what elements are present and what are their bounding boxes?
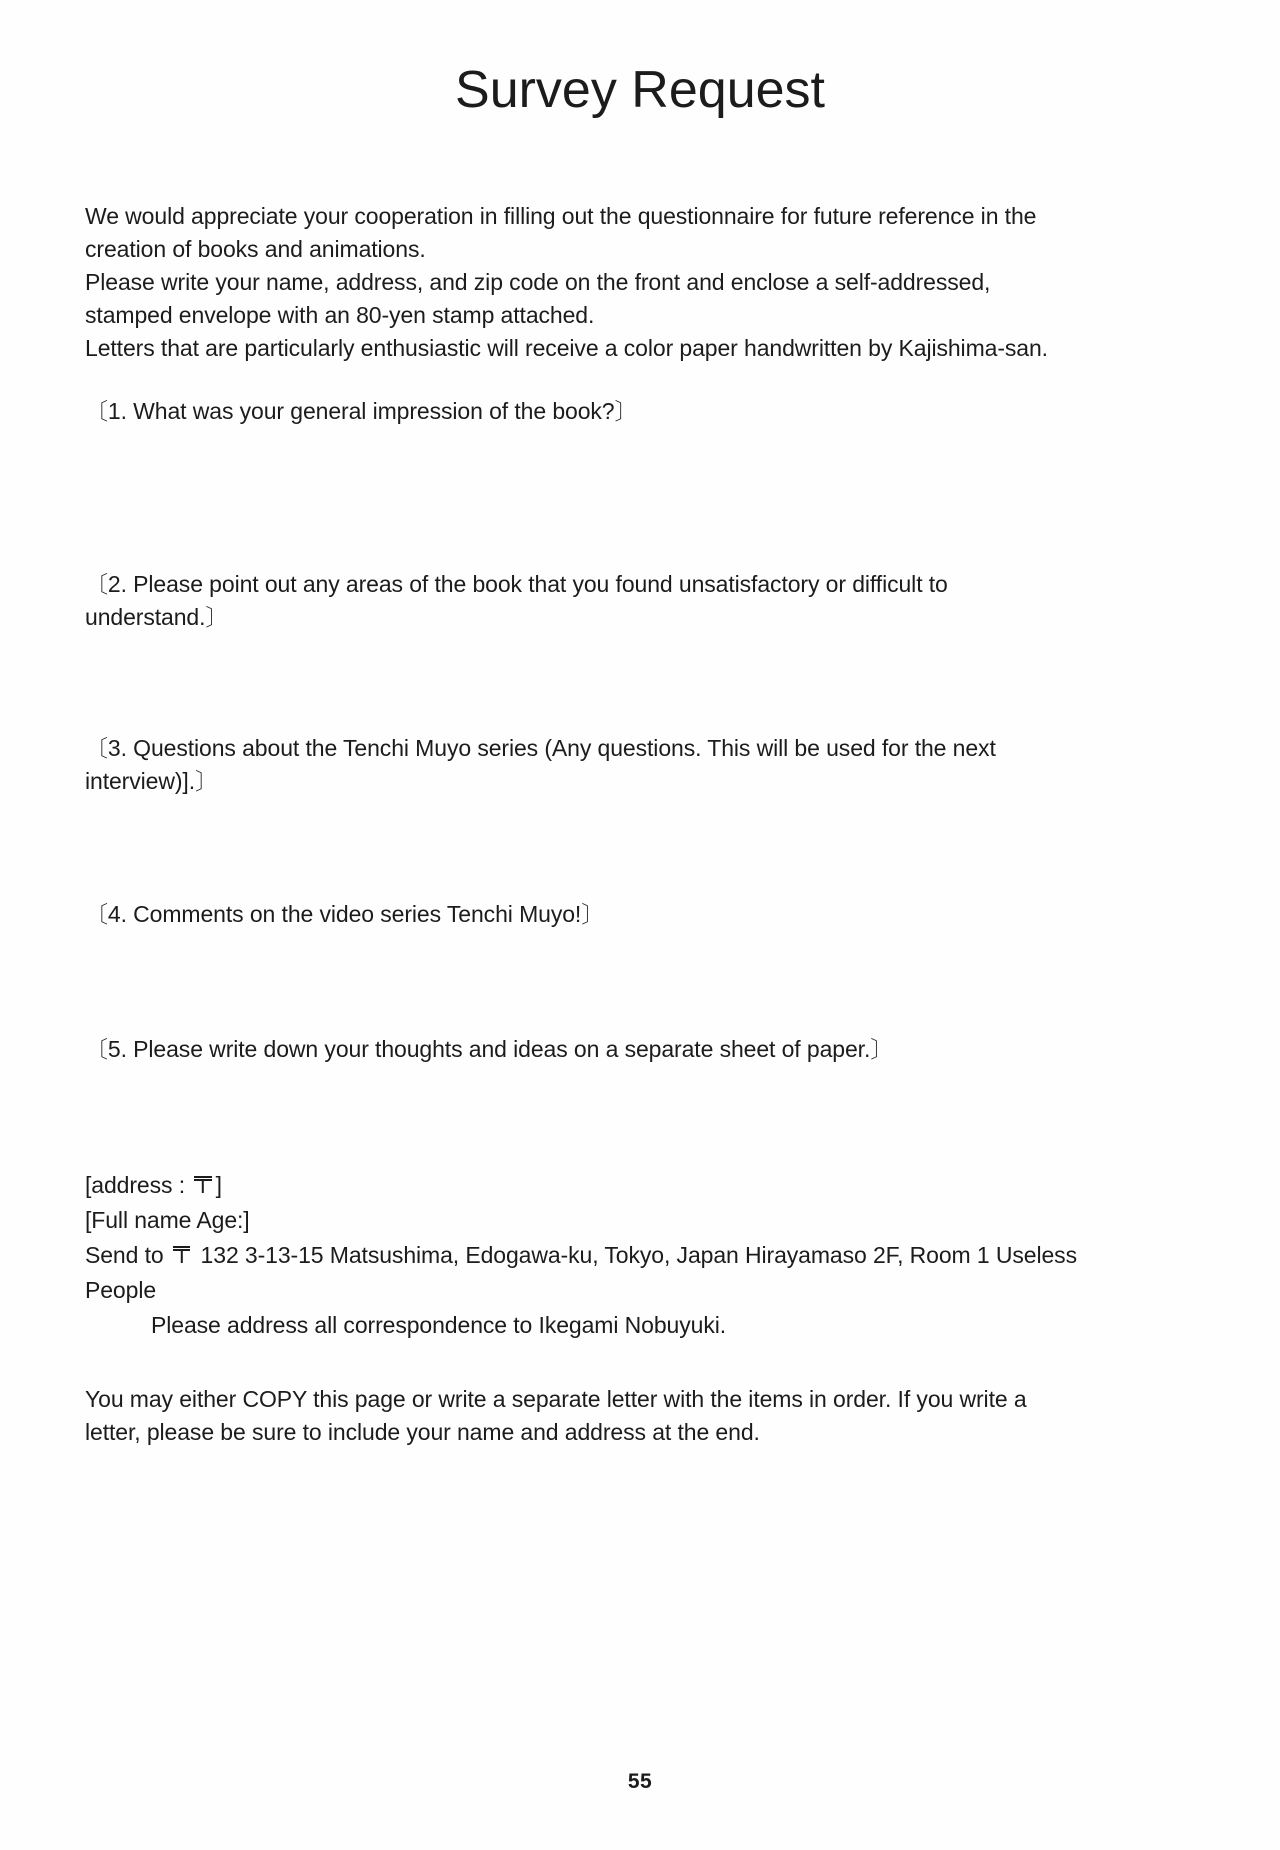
question-3-text: 〔3. Questions about the Tenchi Muyo series (Any questions. This will be used for the next bbox=[85, 735, 996, 761]
address-block bbox=[85, 1168, 1220, 1343]
correspondence-line: Please address all correspondence to Ikegami Nobuyuki. bbox=[151, 1312, 727, 1338]
closing-line: letter, please be sure to include your name and address at the end. bbox=[85, 1419, 760, 1445]
page-number: 55 bbox=[627, 1770, 653, 1793]
question-3-text: interview)].〕 bbox=[85, 768, 218, 794]
intro-line: Please write your name, address, and zip code on the front and enclose a self-addressed, bbox=[85, 269, 991, 295]
intro-line: Letters that are particularly enthusiastic will receive a color paper handwritten by Kajishima-san. bbox=[85, 335, 1048, 361]
question-3 bbox=[85, 732, 1220, 798]
closing-paragraph bbox=[85, 1383, 1220, 1449]
address-label-suffix: ] bbox=[215, 1172, 222, 1198]
page-title: Survey Request bbox=[455, 61, 825, 119]
postal-mark-icon bbox=[172, 1245, 191, 1263]
send-to-line-wrap: People bbox=[85, 1277, 157, 1303]
intro-paragraph bbox=[85, 200, 1220, 365]
send-to-address: 132 3-13-15 Matsushima, Edogawa-ku, Tokyo, Japan Hirayamaso 2F, Room 1 Useless bbox=[194, 1242, 1077, 1268]
fullname-age-line: [Full name Age:] bbox=[85, 1207, 250, 1233]
question-1 bbox=[85, 395, 1220, 428]
intro-line: creation of books and animations. bbox=[85, 236, 426, 262]
closing-line: You may either COPY this page or write a separate letter with the items in order. If you write a bbox=[85, 1386, 1027, 1412]
send-to-prefix: Send to bbox=[85, 1242, 170, 1268]
question-2 bbox=[85, 568, 1220, 634]
question-1-text: 〔1. What was your general impression of the book?〕 bbox=[85, 398, 638, 424]
question-5-text: 〔5. Please write down your thoughts and ideas on a separate sheet of paper.〕 bbox=[85, 1036, 894, 1062]
question-5 bbox=[85, 1033, 1220, 1066]
send-to-line bbox=[85, 1238, 1220, 1273]
question-4-text: 〔4. Comments on the video series Tenchi Muyo!〕 bbox=[85, 901, 605, 927]
intro-line: We would appreciate your cooperation in filling out the questionnaire for future reference in the bbox=[85, 203, 1037, 229]
intro-line: stamped envelope with an 80-yen stamp attached. bbox=[85, 302, 595, 328]
address-label-prefix: [address : bbox=[85, 1172, 192, 1198]
address-label-line bbox=[85, 1168, 1220, 1203]
question-2-text: 〔2. Please point out any areas of the book that you found unsatisfactory or difficult to bbox=[85, 571, 948, 597]
question-4 bbox=[85, 898, 1220, 931]
postal-mark-icon bbox=[194, 1175, 213, 1193]
question-2-text: understand.〕 bbox=[85, 604, 229, 630]
